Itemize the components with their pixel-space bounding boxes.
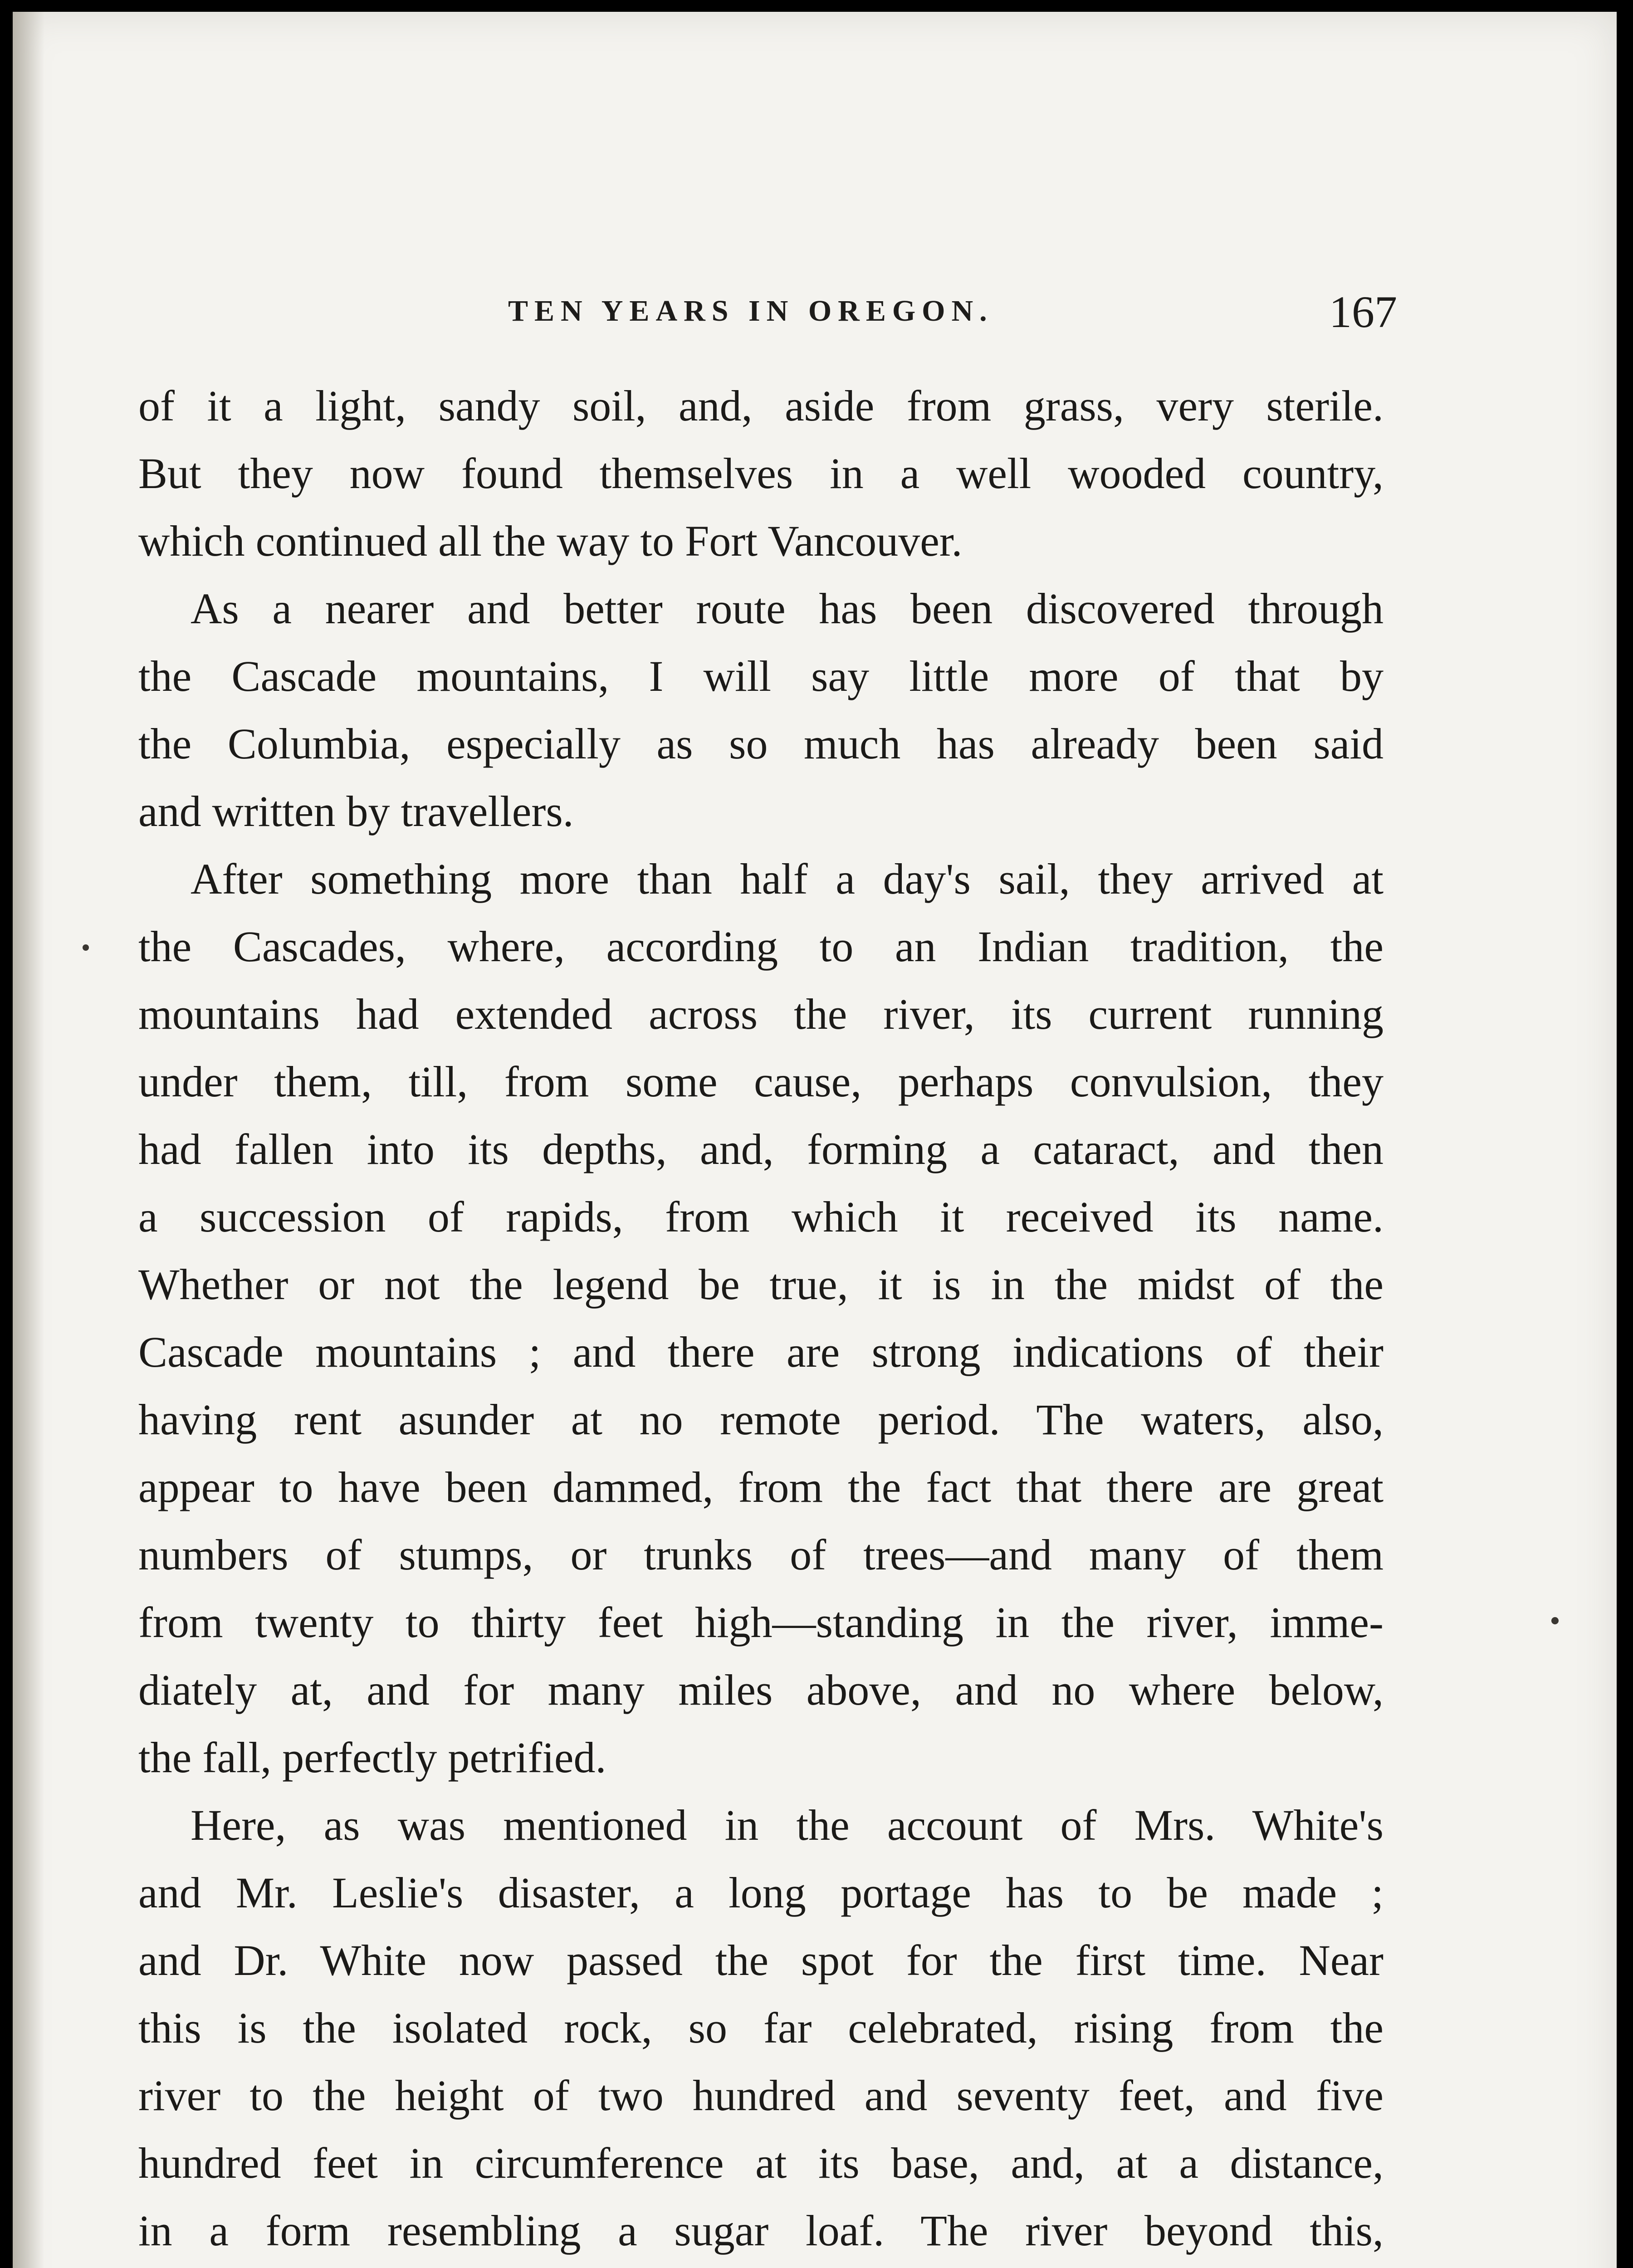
page-number: 167 bbox=[1329, 287, 1397, 337]
text-line: Cascade mountains ; and there are strong indications of their bbox=[138, 1328, 1384, 1376]
text-line: the Cascades, where, according to an Indian tradition, the bbox=[138, 922, 1384, 971]
text-line: the fall, perfectly petrified. bbox=[138, 1733, 606, 1782]
running-header bbox=[136, 286, 1397, 340]
text-line: numbers of stumps, or trunks of trees—and many of them bbox=[138, 1530, 1384, 1579]
text-line: from twenty to thirty feet high—standing in the river, imme- bbox=[138, 1598, 1384, 1647]
body-text bbox=[138, 372, 1384, 2268]
text-line: As a nearer and better route has been discovered through bbox=[191, 584, 1384, 633]
ink-speck bbox=[83, 944, 89, 951]
text-line: of it a light, sandy soil, and, aside from grass, very sterile. bbox=[138, 381, 1384, 430]
text-line: which continued all the way to Fort Vancouver. bbox=[138, 517, 963, 565]
text-line: appear to have been dammed, from the fact that there are great bbox=[138, 1463, 1384, 1511]
text-line: Whether or not the legend be true, it is in the midst of the bbox=[138, 1260, 1384, 1309]
text-line: the Cascade mountains, I will say little more of that by bbox=[138, 652, 1384, 700]
running-title: TEN YEARS IN OREGON. bbox=[508, 294, 993, 327]
text-line bbox=[138, 2264, 1384, 2268]
text-line: hundred feet in circumference at its base, and, at a distance, bbox=[138, 2139, 1384, 2187]
text-line: in a form resembling a sugar loaf. The river beyond this, bbox=[138, 2206, 1384, 2255]
text-line: the Columbia, especially as so much has already been said bbox=[138, 719, 1384, 768]
text-line: river to the height of two hundred and seventy feet, and five bbox=[138, 2071, 1384, 2120]
text-line: this is the isolated rock, so far celebrated, rising from the bbox=[138, 2004, 1384, 2052]
text-line: But they now found themselves in a well wooded country, bbox=[138, 449, 1384, 498]
ink-speck bbox=[1551, 1617, 1559, 1624]
text-line: having rent asunder at no remote period. The waters, also, bbox=[138, 1395, 1384, 1444]
text-line: mountains had extended across the river, its current running bbox=[138, 990, 1384, 1038]
text-line: diately at, and for many miles above, and no where below, bbox=[138, 1666, 1384, 1714]
text-line: After something more than half a day's sail, they arrived at bbox=[191, 855, 1384, 903]
text-line: and Dr. White now passed the spot for the first time. Near bbox=[138, 1936, 1384, 1984]
text-line: and written by travellers. bbox=[138, 787, 574, 836]
text-line: Here, as was mentioned in the account of Mrs. White's bbox=[191, 1801, 1384, 1849]
text-line: and Mr. Leslie's disaster, a long portage has to be made ; bbox=[138, 1868, 1384, 1917]
text-line: a succession of rapids, from which it received its name. bbox=[138, 1193, 1384, 1241]
text-line: had fallen into its depths, and, forming a cataract, and then bbox=[138, 1125, 1384, 1173]
text-line: under them, till, from some cause, perhaps convulsion, they bbox=[138, 1057, 1384, 1106]
page-gutter-shadow bbox=[13, 12, 44, 2268]
